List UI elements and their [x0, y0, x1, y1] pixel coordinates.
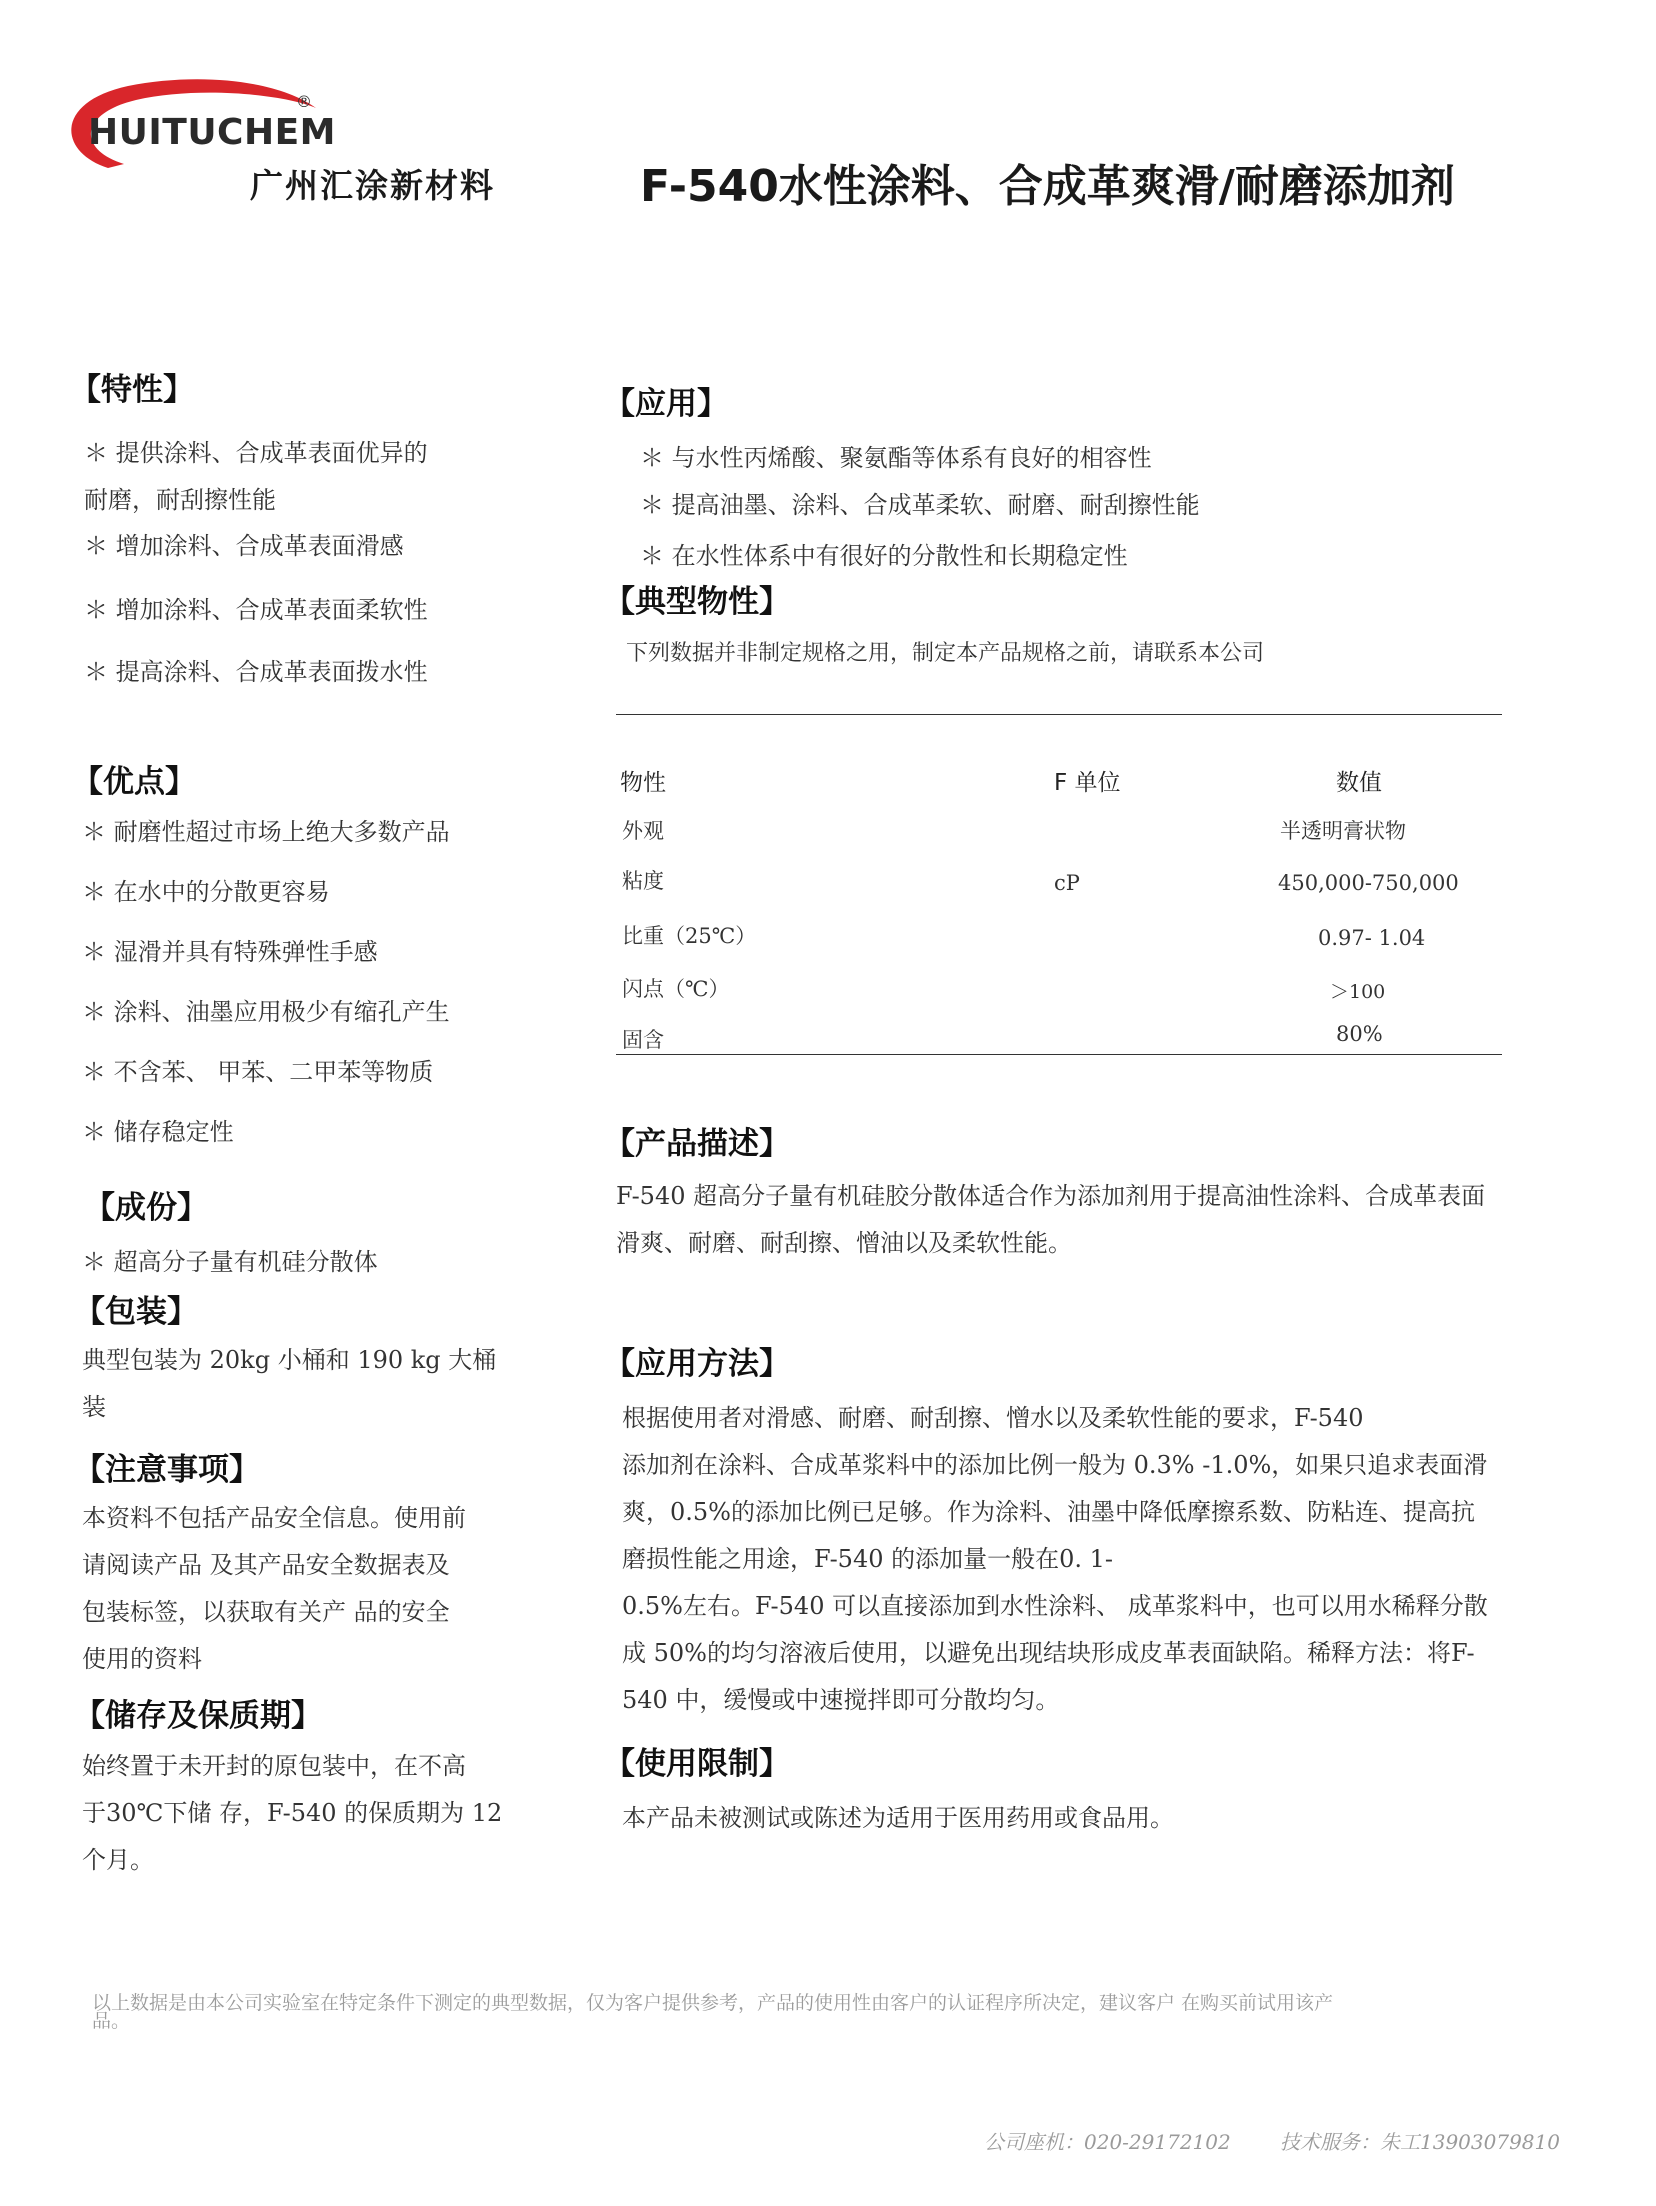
advantages-heading: 【优点】: [72, 764, 196, 800]
notes-text: 使用的资料: [82, 1645, 202, 1673]
table-cell-unit: cP: [1054, 871, 1080, 895]
packaging-text: 典型包装为 20kg 小桶和 190 kg 大桶: [82, 1346, 497, 1374]
limits-heading: 【使用限制】: [604, 1746, 790, 1782]
description-heading: 【产品描述】: [604, 1126, 790, 1162]
composition-heading: 【成份】: [84, 1190, 208, 1226]
features-heading: 【特性】: [70, 372, 194, 408]
table-header-unit: F 单位: [1054, 770, 1121, 796]
advantage-item: ＊ 湿滑并具有特殊弹性手感: [82, 938, 378, 966]
method-text: 添加剂在涂料、合成革浆料中的添加比例一般为 0.3% -1.0%，如果只追求表面滑: [622, 1451, 1488, 1479]
application-item: ＊ 在水性体系中有很好的分散性和长期稳定性: [640, 542, 1128, 570]
storage-text: 始终置于未开封的原包装中，在不高: [82, 1752, 466, 1780]
logo-wordmark: HUITUCHEM: [88, 112, 337, 153]
application-item: ＊ 提高油墨、涂料、合成革柔软、耐磨、耐刮擦性能: [640, 491, 1200, 519]
method-text: 0.5%左右。F-540 可以直接添加到水性涂料、 成革浆料中，也可以用水稀释分散: [622, 1592, 1488, 1620]
method-heading: 【应用方法】: [604, 1346, 790, 1382]
composition-item: ＊ 超高分子量有机硅分散体: [82, 1248, 378, 1276]
table-cell-property: 比重（25℃）: [622, 924, 757, 948]
application-item: ＊ 与水性丙烯酸、聚氨酯等体系有良好的相容性: [640, 444, 1152, 472]
table-cell-value: 0.97- 1.04: [1318, 926, 1426, 950]
method-text: 根据使用者对滑感、耐磨、耐刮擦、憎水以及柔软性能的要求，F-540: [622, 1404, 1364, 1432]
method-text: 成 50%的均匀溶液后使用，以避免出现结块形成皮革表面缺陷。稀释方法：将F-: [622, 1639, 1475, 1667]
advantage-item: ＊ 耐磨性超过市场上绝大多数产品: [82, 818, 450, 846]
feature-item: 耐磨，耐刮擦性能: [84, 486, 276, 514]
table-cell-property: 外观: [622, 819, 664, 843]
table-header-property: 物性: [620, 770, 666, 796]
application-heading: 【应用】: [604, 386, 728, 422]
typical-properties-heading: 【典型物性】: [604, 584, 790, 620]
description-text: 滑爽、耐磨、耐刮擦、憎油以及柔软性能。: [616, 1229, 1072, 1257]
notes-text: 本资料不包括产品安全信息。使用前: [82, 1504, 466, 1532]
disclaimer-line: 以上数据是由本公司实验室在特定条件下测定的典型数据，仅为客户提供参考，产品的使用性由客户的认证程序所决定，建议客户 在购买前试用该产: [92, 1992, 1334, 2014]
method-text: 540 中，缓慢或中速搅拌即可分散均匀。: [622, 1686, 1060, 1714]
notes-text: 包装标签，以获取有关产 品的安全: [82, 1598, 450, 1626]
advantage-item: ＊ 在水中的分散更容易: [82, 878, 330, 906]
method-text: 磨损性能之用途，F-540 的添加量一般在0. 1-: [622, 1545, 1114, 1573]
table-cell-property: 固含: [622, 1028, 664, 1052]
storage-text: 于30℃下储 存，F-540 的保质期为 12: [82, 1799, 503, 1827]
table-header-value: 数值: [1336, 770, 1382, 796]
advantage-item: ＊ 不含苯、 甲苯、二甲苯等物质: [82, 1058, 434, 1086]
feature-item: ＊ 增加涂料、合成革表面滑感: [84, 532, 404, 560]
advantage-item: ＊ 储存稳定性: [82, 1118, 234, 1146]
storage-text: 个月。: [82, 1846, 154, 1874]
table-cell-property: 粘度: [622, 869, 664, 893]
disclaimer: [92, 1994, 1552, 2030]
feature-item: ＊ 提供涂料、合成革表面优异的: [84, 439, 428, 467]
table-cell-value: 80%: [1336, 1022, 1383, 1046]
table-top-rule: [616, 714, 1502, 715]
table-cell-value: 450,000-750,000: [1278, 871, 1459, 895]
typical-properties-note: 下列数据并非制定规格之用，制定本产品规格之前，请联系本公司: [626, 641, 1265, 666]
company-phone: 公司座机：020-29172102: [984, 2130, 1231, 2154]
notes-heading: 【注意事项】: [74, 1452, 260, 1488]
disclaimer-line: 品。: [92, 2010, 131, 2032]
limits-text: 本产品未被测试或陈述为适用于医用药用或食品用。: [622, 1804, 1174, 1832]
method-text: 爽，0.5%的添加比例已足够。作为涂料、油墨中降低摩擦系数、防粘连、提高抗: [622, 1498, 1475, 1526]
feature-item: ＊ 增加涂料、合成革表面柔软性: [84, 596, 428, 624]
advantage-item: ＊ 涂料、油墨应用极少有缩孔产生: [82, 998, 450, 1026]
packaging-heading: 【包装】: [74, 1294, 198, 1330]
feature-item: ＊ 提高涂料、合成革表面拨水性: [84, 658, 428, 686]
table-cell-value: 半透明膏状物: [1280, 819, 1406, 843]
company-name: 广州汇涂新材料: [250, 166, 495, 205]
page-title: F-540水性涂料、合成革爽滑/耐磨添加剂: [640, 161, 1455, 212]
tech-service-contact: 技术服务：朱工13903079810: [1280, 2130, 1560, 2154]
table-cell-value: ＞100: [1330, 981, 1386, 1003]
registered-mark: ®: [296, 92, 312, 111]
table-bottom-rule: [616, 1054, 1502, 1055]
packaging-text: 装: [82, 1393, 106, 1421]
table-cell-property: 闪点（℃）: [622, 977, 730, 1001]
storage-heading: 【储存及保质期】: [74, 1698, 322, 1734]
notes-text: 请阅读产品 及其产品安全数据表及: [82, 1551, 450, 1579]
description-text: F-540 超高分子量有机硅胶分散体适合作为添加剂用于提高油性涂料、合成革表面: [616, 1182, 1486, 1210]
